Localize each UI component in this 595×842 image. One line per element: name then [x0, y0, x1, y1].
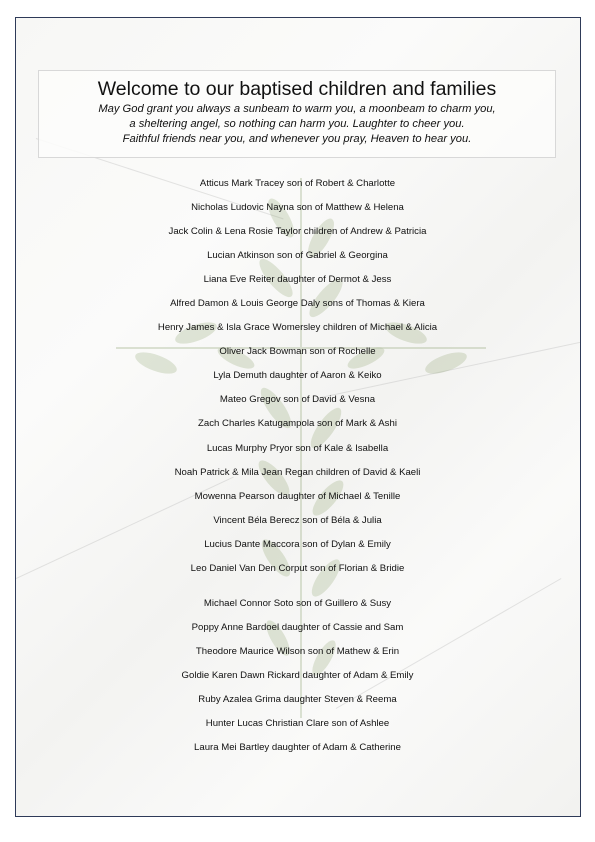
list-item: Nicholas Ludovic Nayna son of Matthew & Helena: [191, 202, 404, 213]
list-item: Laura Mei Bartley daughter of Adam & Catherine: [194, 742, 401, 753]
list-item: Alfred Damon & Louis George Daly sons of Thomas & Kiera: [170, 298, 425, 309]
blessing-line: May God grant you always a sunbeam to warm you, a moonbeam to charm you,: [98, 103, 496, 115]
list-item: Leo Daniel Van Den Corput son of Florian & Bridie: [190, 563, 405, 574]
list-item: Poppy Anne Bardoel daughter of Cassie and Sam: [191, 622, 404, 633]
blessing-line: a sheltering angel, so nothing can harm you. Laughter to cheer you.: [129, 118, 465, 130]
list-item: Theodore Maurice Wilson son of Mathew & Erin: [195, 646, 400, 657]
list-item: Liana Eve Reiter daughter of Dermot & Jess: [203, 274, 392, 285]
list-item: Henry James & Isla Grace Womersley children of Michael & Alicia: [157, 322, 438, 333]
list-item: Ruby Azalea Grima daughter Steven & Reema: [198, 694, 397, 705]
list-item: Atticus Mark Tracey son of Robert & Charlotte: [199, 178, 396, 189]
list-item: Hunter Lucas Christian Clare son of Ashlee: [205, 718, 390, 729]
blessing-text: [39, 102, 555, 147]
list-item: Vincent Béla Berecz son of Béla & Julia: [213, 515, 382, 526]
list-item: Jack Colin & Lena Rosie Taylor children of Andrew & Patricia: [168, 226, 427, 237]
list-item: Noah Patrick & Mila Jean Regan children of David & Kaeli: [174, 467, 421, 478]
list-item: Mowenna Pearson daughter of Michael & Tenille: [194, 491, 401, 502]
list-item: Oliver Jack Bowman son of Rochelle: [219, 346, 376, 357]
list-item: Lyla Demuth daughter of Aaron & Keiko: [213, 370, 382, 381]
blessing-line: Faithful friends near you, and whenever you pray, Heaven to hear you.: [122, 133, 472, 145]
list-item: Lucius Dante Maccora son of Dylan & Emily: [204, 539, 391, 550]
list-item: Lucas Murphy Pryor son of Kale & Isabella: [206, 443, 389, 454]
list-item: Goldie Karen Dawn Rickard daughter of Adam & Emily: [181, 670, 414, 681]
header-box: [38, 70, 556, 158]
list-item: Zach Charles Katugampola son of Mark & Ashi: [198, 418, 397, 429]
page-title: Welcome to our baptised children and families: [97, 78, 497, 100]
list-item: Mateo Gregov son of David & Vesna: [219, 394, 376, 405]
list-item: Lucian Atkinson son of Gabriel & Georgina: [207, 250, 388, 261]
list-item: Michael Connor Soto son of Guillero & Susy: [203, 598, 392, 609]
